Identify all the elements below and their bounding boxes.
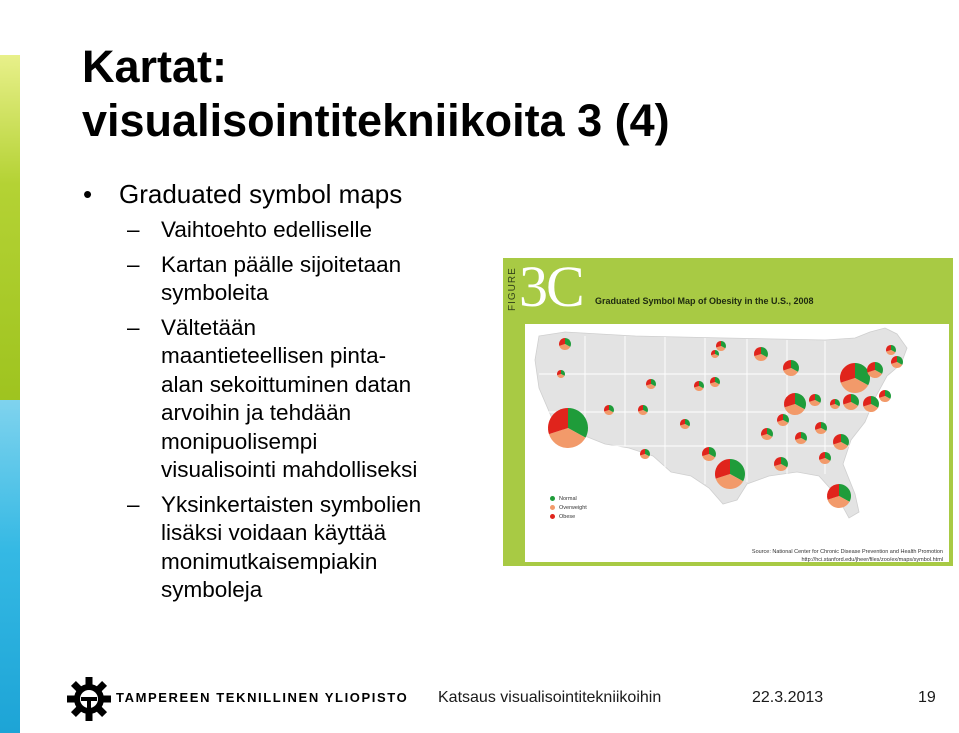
tut-cog-logo-icon [66, 676, 112, 722]
map-panel [525, 324, 949, 562]
sub-bullet-line: Kartan päälle sijoitetaan [161, 251, 402, 277]
dash-icon: – [127, 491, 140, 517]
legend-item [550, 494, 587, 503]
legend-swatch-overweight [550, 505, 555, 510]
sub-bullet-line: Vaihtoehto edelliselle [161, 217, 372, 242]
sub-bullet-line: Vältetään [161, 314, 257, 340]
sub-bullet-line: lisäksi voidaan käyttää [161, 520, 387, 545]
figure-number: 3C [519, 258, 583, 319]
sub-bullet-line: monipuolisempi [161, 428, 318, 454]
sub-bullet-line: monimutkaisempiakin [161, 548, 378, 574]
sub-bullet-line: alan sekoittuminen datan [161, 371, 412, 397]
dash-icon: – [127, 217, 140, 242]
bullet-main-text: Graduated symbol maps [119, 179, 403, 209]
university-name: TAMPEREEN TEKNILLINEN YLIOPISTO [116, 690, 409, 705]
sub-bullet-line: visualisointi mahdolliseksi [161, 457, 418, 482]
sub-bullet [83, 314, 493, 485]
bullet-dot-icon: • [83, 179, 93, 209]
figure-title: Graduated Symbol Map of Obesity in the U.S., 2008 [595, 296, 814, 306]
page-number: 19 [918, 689, 936, 706]
us-land-shape [535, 328, 907, 518]
legend-swatch-obese [550, 514, 555, 519]
legend-label-normal: Normal [559, 495, 577, 502]
slide-title-line-1: Kartat: [82, 41, 228, 92]
sub-bullet [83, 251, 493, 308]
slide-title-line-2: visualisointitekniikoita 3 (4) [82, 95, 670, 146]
legend-label-overweight: Overweight [559, 504, 587, 511]
bullet-main [83, 178, 493, 210]
sub-bullet-line: symboleita [161, 280, 269, 305]
map-legend [550, 494, 587, 521]
footer-date: 22.3.2013 [752, 689, 824, 706]
sub-bullet-line: Yksinkertaisten symbolien [161, 491, 422, 517]
sub-bullet-line: maantieteellisen pinta- [161, 343, 387, 368]
bullet-list [83, 178, 493, 605]
legend-item [550, 512, 587, 521]
decorative-green-bar [0, 55, 20, 425]
obesity-map-figure [503, 258, 953, 566]
footer-presentation-title: Katsaus visualisointitekniikoihin [438, 689, 662, 706]
sub-bullet-line: symboleja [161, 577, 263, 602]
legend-item [550, 503, 587, 512]
slide-title [82, 40, 942, 148]
dash-icon: – [127, 251, 140, 277]
sub-bullet [83, 216, 493, 245]
sub-bullet [83, 491, 493, 605]
figure-source [752, 548, 943, 564]
legend-swatch-normal [550, 496, 555, 501]
decorative-blue-bar [0, 400, 20, 733]
source-line-2: http://hci.stanford.edu/jheer/files/zoo/ex/maps/symbol.html [801, 557, 943, 563]
sub-bullet-line: arvoihin ja tehdään [161, 400, 352, 425]
legend-label-obese: Obese [559, 513, 576, 520]
source-line-1: Source: National Center for Chronic Disease Prevention and Health Promotion [751, 549, 943, 555]
us-map-svg [525, 324, 949, 562]
dash-icon: – [127, 314, 140, 340]
figure-tag: FIGURE [507, 267, 518, 311]
